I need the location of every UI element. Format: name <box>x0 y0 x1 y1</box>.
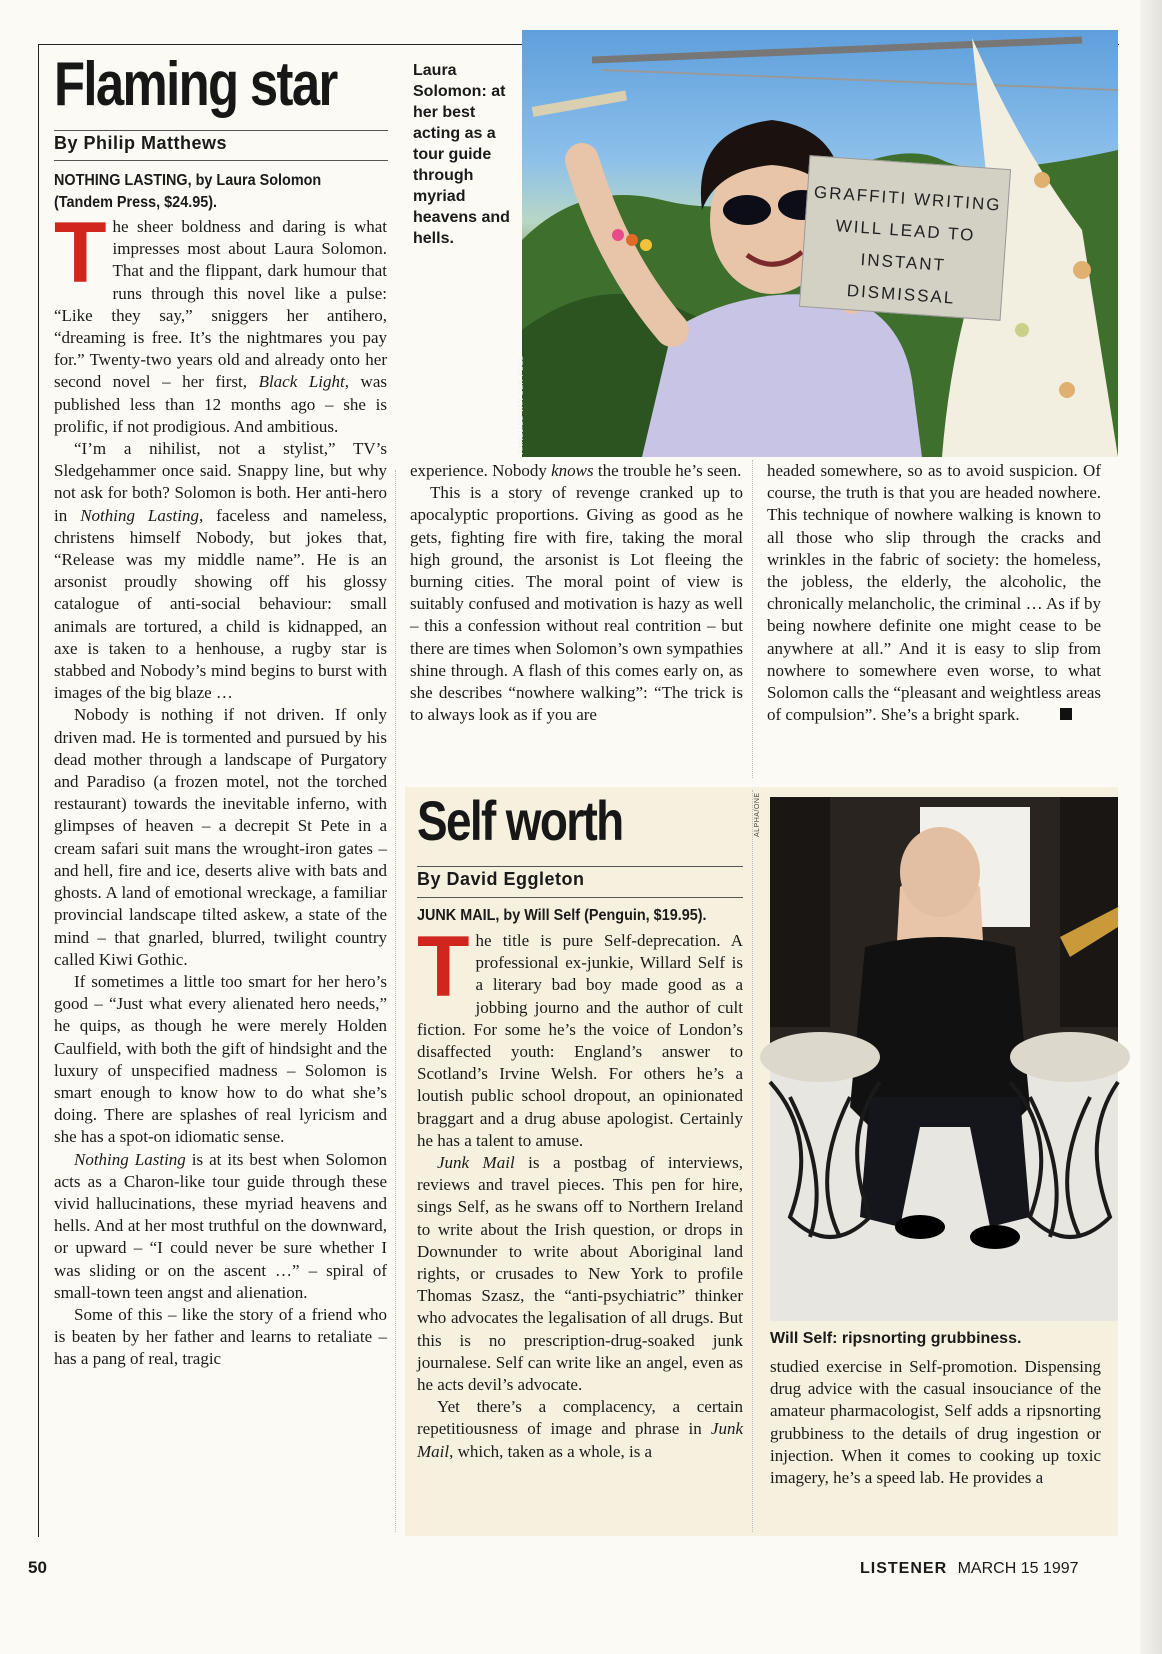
paragraph: he sheer boldness and daring is what impresses most about Laura Solomon. That and the flippant, dark humour that runs through this novel like a pulse: “Like they say,” sniggers her antihero, “dreaming is free. It’s the nightmares you pay for.” Twenty-two years old and already onto her second novel – her first, <box>54 217 387 392</box>
photo-credit: ALPHA/ONE <box>754 792 761 837</box>
sign-line: WILL LEAD TO <box>835 216 976 245</box>
review1-column-3 <box>767 460 1101 780</box>
book-title-italic: Nothing Lasting <box>80 505 199 525</box>
paragraph: headed somewhere, so as to avoid suspicion. Of course, the truth is that you are headed nowhere. This technique of nowhere walking is known to all those who slip through the cracks and wrinkles in the fabric of society: the homeless, the jobless, the elderly, the alcoholic, the chronically melancholic, the criminal … As if by being nowhere definite one might cease to be anywhere at all.” And it is easy to slip from nowhere to somewhere even worse, to what Solomon calls the “pleasant and weightless areas of compulsion”. She’s a bright spark. <box>767 461 1101 725</box>
review1-column-1 <box>54 205 387 1532</box>
book-title-italic: Nothing Lasting <box>74 1149 186 1169</box>
photo-credit: ANNELIES VAN DER POEL <box>518 355 525 454</box>
paragraph: studied exercise in Self-promotion. Dispensing drug advice with the casual insouciance of the amateur pharmacologist, Self adds a ripsnorting grubbiness to the details of drug ingestion or injection. When it comes to cooking up toxic imagery, he’s a speed lab. He provides a <box>770 1357 1101 1488</box>
end-mark <box>1060 708 1072 720</box>
review2-column-2 <box>417 919 743 1532</box>
photo-illustration <box>770 797 1118 1321</box>
divider <box>417 897 743 898</box>
magazine-name: LISTENER <box>860 1560 948 1577</box>
divider <box>417 866 743 867</box>
column-separator <box>395 470 396 1532</box>
paragraph: is at its best when Solomon acts as a Charon-like tour guide through these vivid hallucinations, these myriad heavens and hells. And at her most truthful on the downward, or upward – “I could never be sure whether I was sliding or on the ascent …” – spiral of small-town teen angst and alienation. <box>54 1149 387 1302</box>
emphasis: knows <box>551 461 594 480</box>
book-title-italic: Black Light <box>258 372 345 392</box>
sign-line: INSTANT DISMISSAL <box>846 249 956 308</box>
paragraph: This is a story of revenge cranked up to apocalyptic proportions. Giving as good as he gets, fighting fire with fire, taking the moral high ground, the arsonist is Lot fleeing the burning cities. The moral point of view is suitably confused and motivation is hazy as well – this a confession without real contrition – but there are times when Solomon’s own sympathies shine through. A flash of this comes early on, as she describes “nowhere walking”: “The trick is to always look as if you are <box>410 483 743 725</box>
review2-column-3 <box>770 1356 1101 1532</box>
photo-caption-laura-solomon: Laura Solomon: at her best acting as a tour guide through myriad heavens and hells. <box>413 62 510 247</box>
paragraph: Yet there’s a complacency, a certain repetitiousness of image and phrase in <box>417 1397 743 1439</box>
footer-masthead <box>860 1560 1079 1578</box>
book-title-junk-mail: JUNK MAIL, by Will Self (Penguin, $19.95). <box>417 907 707 924</box>
page-number: 50 <box>28 1558 47 1577</box>
graffiti-sign <box>799 155 1011 321</box>
paragraph: Some of this – like the story of a friend who is beaten by her father and learns to retaliate – has a pang of real, tragic <box>54 1304 387 1369</box>
dropcap: T <box>54 205 107 301</box>
paragraph: he title is pure Self-deprecation. A professional ex-junkie, Willard Self is a literary bad boy made good as a jobbing journo and the author of cult fiction. For some he’s the voice of London’s disaffected youth: England’s answer to Scotland’s Irvine Welsh. For others he’s a loutish public school dropout, an opinionated braggart and a drug abuse apologist. Certainly he has a talent to amuse. <box>417 931 743 1150</box>
divider <box>54 130 388 131</box>
paragraph: If sometimes a little too smart for her hero’s good – “Just what every alienated hero needs,” he quips, as though he were merely Holden Caulfield, with both the gift of hindsight and the luxury of unspecified madness – Solomon is smart enough to know how to do what she’s doing. There are splashes of real lyricism and she has a spot-on idiomatic sense. <box>54 971 387 1147</box>
column-separator <box>752 460 753 778</box>
headline-self-worth: Self worth <box>417 789 623 852</box>
photo-will-self <box>754 792 1118 1321</box>
sign-line: GRAFFITI WRITING <box>813 182 1003 215</box>
photo-caption-will-self: Will Self: ripsnorting grubbiness. <box>770 1330 1022 1347</box>
paragraph: the trouble he’s seen. <box>593 461 742 480</box>
issue-date: MARCH 15 1997 <box>957 1560 1079 1577</box>
column-separator <box>752 790 753 1532</box>
headline-flaming-star: Flaming star <box>54 50 337 119</box>
book-title-italic: Junk Mail <box>437 1153 515 1173</box>
divider <box>54 160 388 161</box>
book-title-nothing-lasting: NOTHING LASTING, by Laura Solomon (Tandem Press, $24.95). <box>54 172 322 211</box>
paragraph: experience. Nobody <box>410 461 552 480</box>
paragraph: is a postbag of interviews, reviews and travel pieces. This pen for hire, sings Self, as he swans off to Northern Ireland to write about the Irish question, or drops in Downunder to write about Aboriginal land rights, or crusades to New York to profile Thomas Szasz, the “anti-psychiatric” thinker who advocates the legalisation of all drugs. But this is no prescription-drug-soaked junk journalese. Self can write like an angel, even as he acts devil’s advocate. <box>417 1153 743 1395</box>
book-title-italic: Junk Mail <box>417 1419 743 1461</box>
byline-david-eggleton: By David Eggleton <box>417 869 585 889</box>
dropcap: T <box>417 919 470 1015</box>
photo-laura-solomon <box>518 30 1118 457</box>
review1-column-2 <box>410 460 743 778</box>
paragraph: , faceless and nameless, christens himself Nobody, but jokes that, “Release was my middle name”. He is an arsonist proudly showing off his glossy catalogue of anti-social behaviour: small animals are tortured, a child is kidnapped, an axe is taken to a henhouse, a rugby star is stabbed and Nobody’s mind begins to burst with images of the big blaze … <box>54 505 387 703</box>
page-edge <box>1140 0 1162 1654</box>
paragraph: Nobody is nothing if not driven. If only driven mad. He is tormented and pursued by his dead mother through a landscape of Purgatory and Paradiso (a frozen motel, not the torched restaurant) towards the inevitable inferno, with glimpses of heaven – a decrepit St Pete in a cream safari suit mans the wrought-iron gates – and hell, fire and ice, deserts alive with bats and ghosts. A land of emotional wreckage, a familiar provincial landscape tilted askew, a state of the mind – that gnarled, blurred, twilight country called Kiwi Gothic. <box>54 705 387 969</box>
paragraph: , which, taken as a whole, is a <box>449 1441 653 1461</box>
byline-philip-matthews: By Philip Matthews <box>54 133 228 153</box>
paragraph: “I’m a nihilist, not a stylist,” TV’s Sledgehammer once said. Snappy line, but why not ask for both? Solomon is both. Her anti-hero in <box>54 439 387 525</box>
paragraph: , was published less than 12 months ago – she is prolific, if not prodigious. And ambitious. <box>54 372 387 436</box>
